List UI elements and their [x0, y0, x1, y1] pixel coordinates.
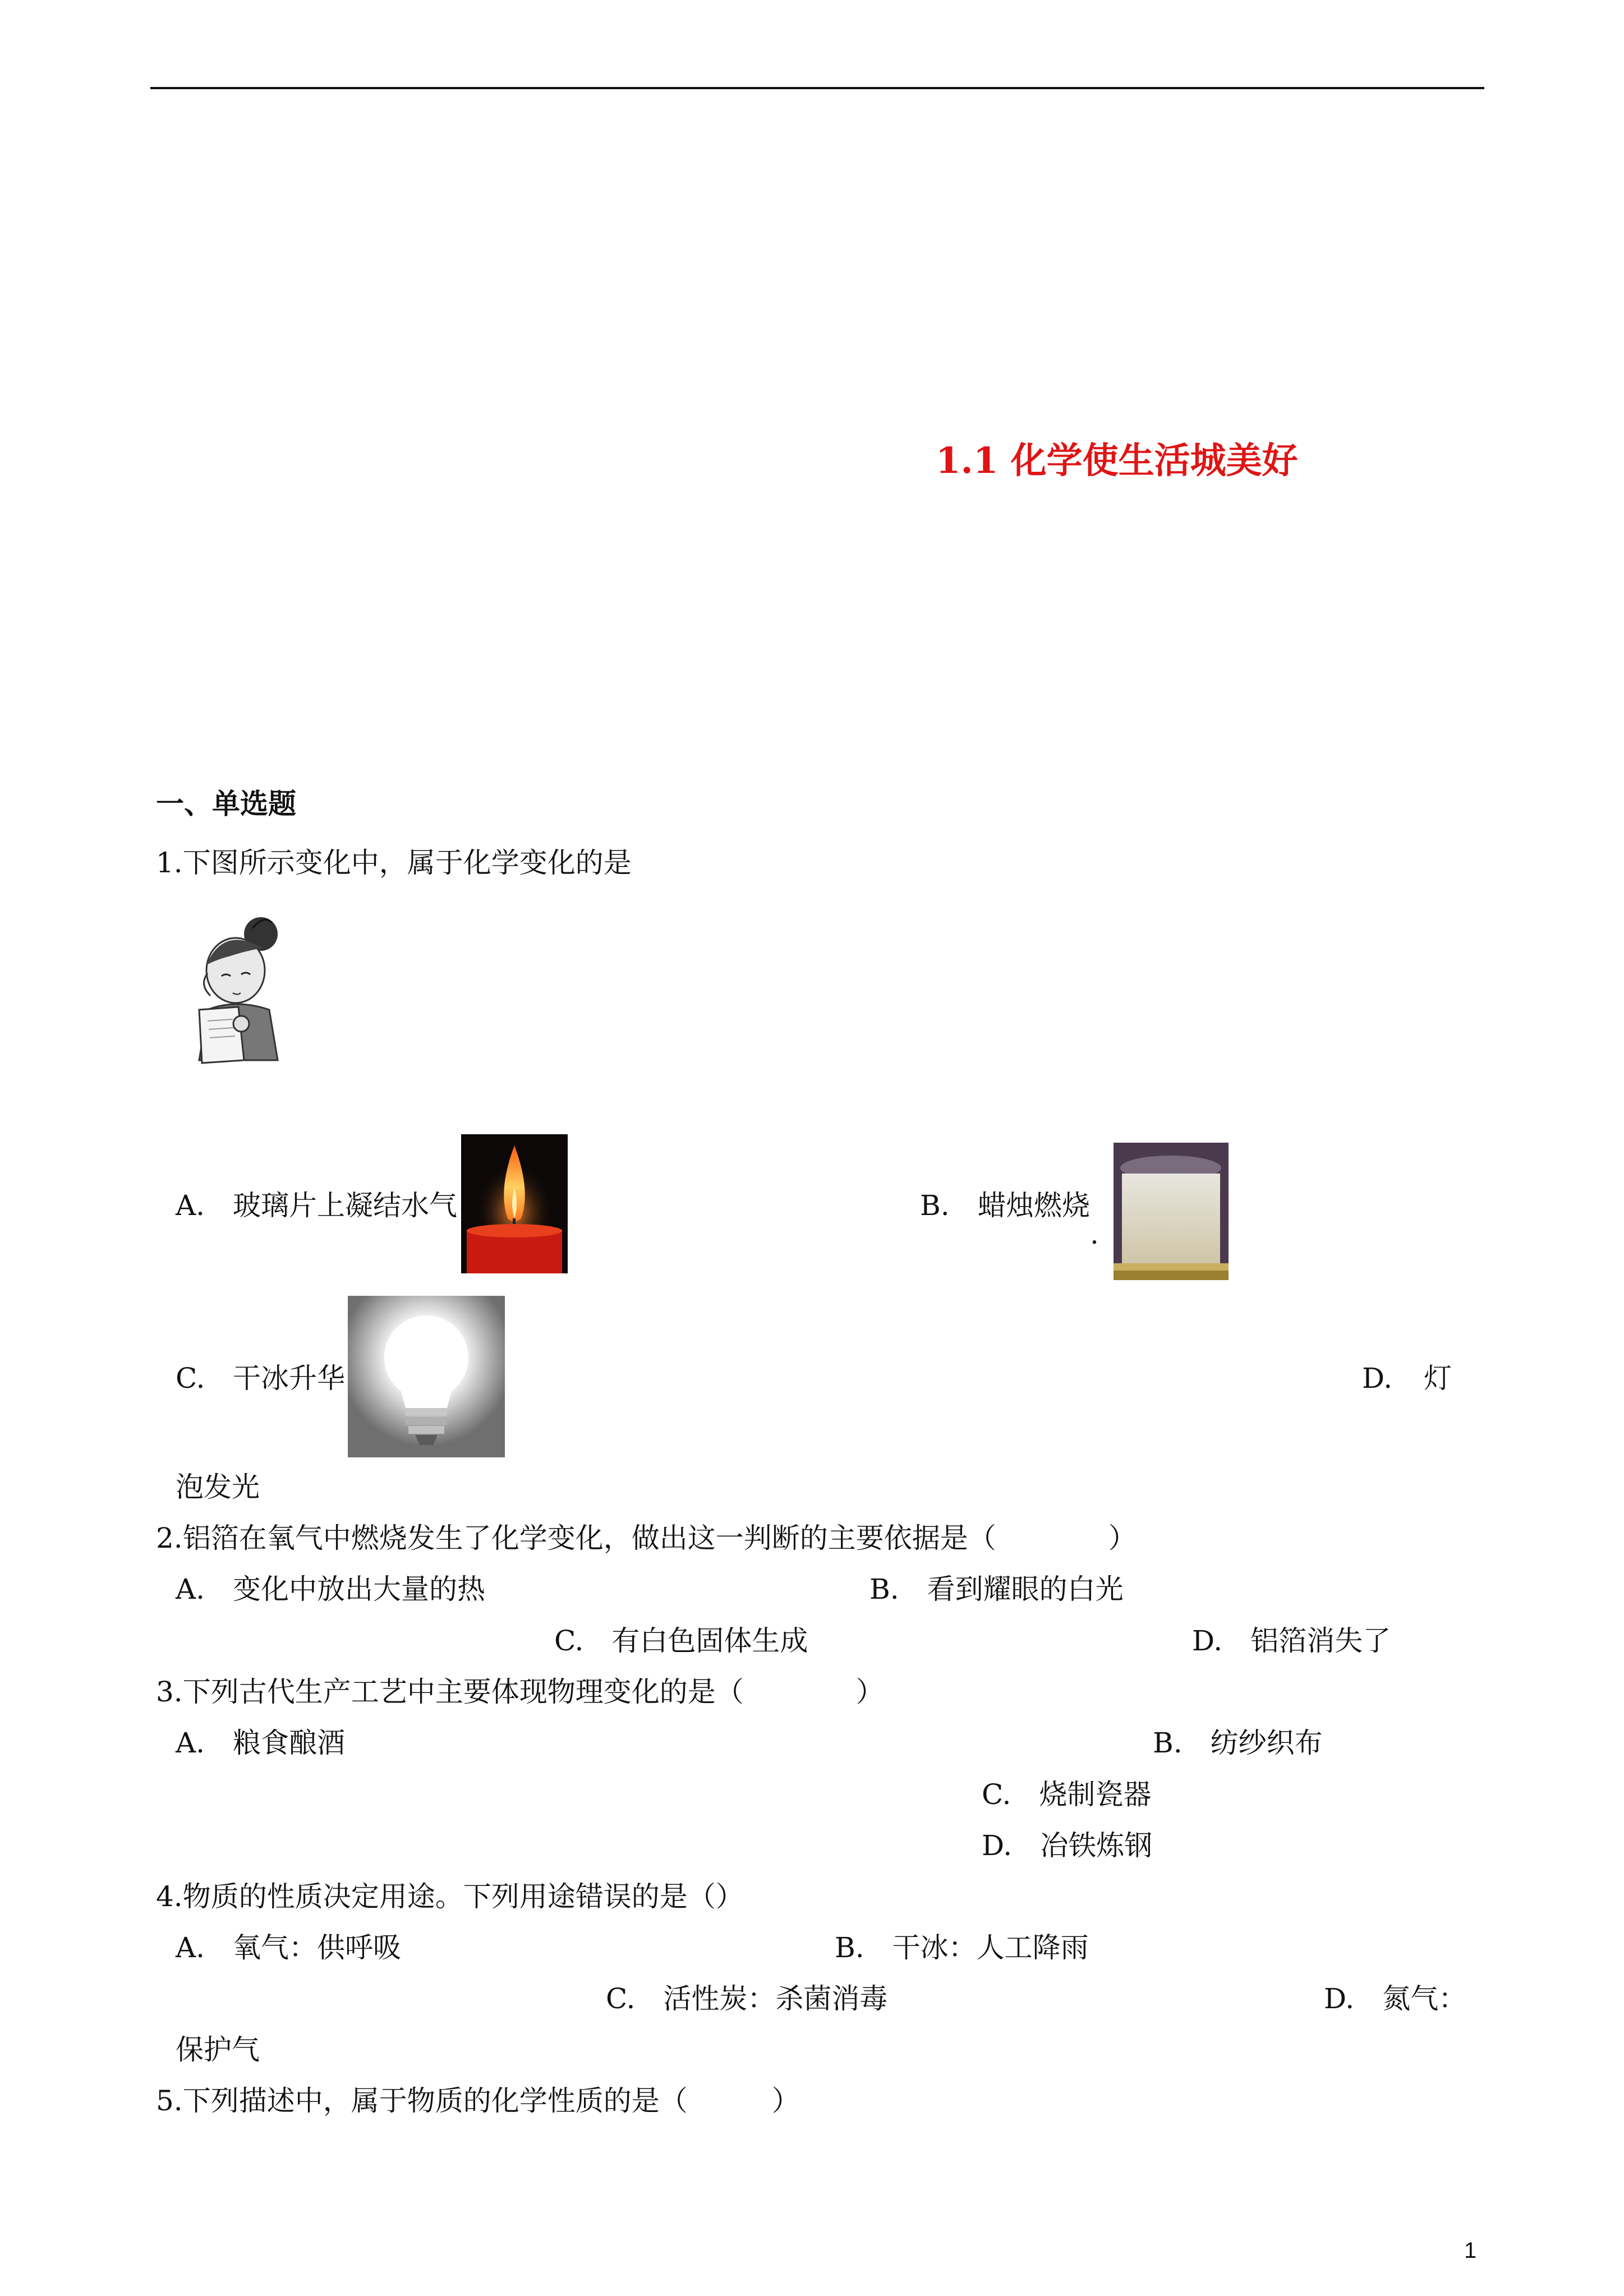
q4-option-d-line1: D. 氮气： — [1324, 1982, 1467, 2015]
q2-option-a: A. 变化中放出大量的热 — [176, 1573, 486, 1605]
candle-flame-image — [461, 1134, 568, 1273]
q3-option-d: D. 冶铁炼钢 — [982, 1829, 1153, 1862]
q3-stem: 3.下列古代生产工艺中主要体现物理变化的是（ ） — [156, 1676, 884, 1708]
q2-option-c: C. 有白色固体生成 — [554, 1625, 808, 1657]
dry-ice-block-image — [1114, 1143, 1229, 1280]
q1-stem: 1.下图所示变化中，属于化学变化的是 — [156, 846, 632, 879]
q4-option-a: A. 氧气：供呼吸 — [176, 1931, 402, 1964]
q3-option-b: B. 纺纱织布 — [1153, 1727, 1323, 1759]
q5-stem: 5.下列描述中，属于物质的化学性质的是（ ） — [156, 2085, 800, 2117]
q2-stem: 2.铝箔在氧气中燃烧发生了化学变化，做出这一判断的主要依据是（ ） — [156, 1522, 1137, 1554]
q2-option-d: D. 铝箔消失了 — [1192, 1625, 1391, 1657]
q1-option-c-letter: C. — [176, 1362, 205, 1395]
q1-option-a-letter: A. — [176, 1189, 205, 1222]
q4-option-b: B. 干冰：人工降雨 — [835, 1931, 1089, 1964]
page-title: 1.1 化学使生活城美好 — [936, 440, 1298, 482]
header-rule — [150, 87, 1484, 89]
q1-option-b-letter: B. — [920, 1189, 950, 1222]
q4-option-c: C. 活性炭：杀菌消毒 — [606, 1982, 888, 2015]
q1-option-a-text: 玻璃片上凝结水气 — [233, 1189, 457, 1222]
girl-reading-image — [168, 912, 292, 1080]
q4-stem: 4.物质的性质决定用途。下列用途错误的是（） — [156, 1880, 744, 1913]
q1-option-c-text: 干冰升华 — [233, 1362, 345, 1395]
section-heading: 一、单选题 — [156, 787, 296, 820]
q1-option-b-dot: . — [1090, 1218, 1099, 1250]
q4-option-d-line2: 保护气 — [176, 2033, 260, 2066]
light-bulb-image — [348, 1296, 505, 1457]
q1-option-d-letter: D. — [1362, 1362, 1393, 1395]
q2-option-b: B. 看到耀眼的白光 — [869, 1573, 1124, 1605]
q1-option-d-text-line1: 灯 — [1424, 1362, 1452, 1395]
q1-option-b-text: 蜡烛燃烧 — [978, 1189, 1090, 1222]
q1-option-d-text-line2: 泡发光 — [176, 1471, 260, 1503]
q3-option-a: A. 粮食酿酒 — [176, 1727, 346, 1759]
page-number: 1 — [1464, 2238, 1477, 2263]
q3-option-c: C. 烧制瓷器 — [982, 1778, 1152, 1811]
